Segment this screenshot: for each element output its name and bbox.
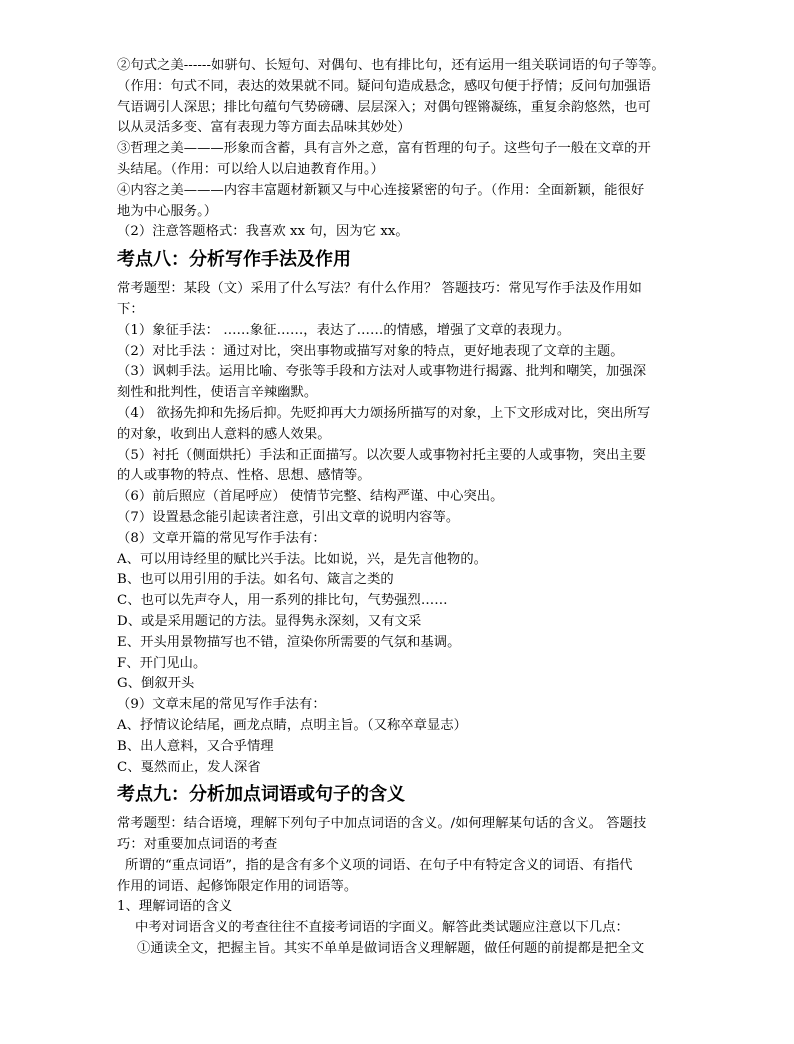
text-line: 气语调引人深思；排比句蕴句气势磅礴、层层深入；对偶句铿锵凝练，重复余韵悠然，也可 <box>117 99 651 115</box>
text-line: ②句式之美------如骈句、长短句、对偶句、也有排比句，还有运用一组关联词语的句子等等。 <box>117 58 665 73</box>
text-line: B、也可以用引用的手法。如名句、箴言之类的 <box>117 572 394 588</box>
text-line: C、也可以先声夺人，用一系列的排比句，气势强烈…… <box>117 593 448 609</box>
text-line: 头结尾。（作用：可以给人以启迪教育作用。） <box>117 161 384 177</box>
text-line: A、抒情议论结尾，画龙点睛，点明主旨。（又称卒章显志） <box>117 717 468 733</box>
document-page <box>117 56 687 960</box>
text-line: 常考题型：某段（文）采用了什么写法？有什么作用？ 答题技巧：常见写作手法及作用如 <box>117 281 642 297</box>
text-line: （2）注意答题格式：我喜欢 xx 句，因为它 xx。 <box>117 224 409 240</box>
text-line: 以从灵活多变、富有表现力等方面去品味其妙处） <box>117 120 411 136</box>
text-line: 地为中心服务。） <box>117 203 218 219</box>
heading-kaodian-9: 考点九：分析加点词语或句子的含义 <box>117 784 405 806</box>
text-line: 常考题型：结合语境，理解下列句子中加点词语的含义。/如何理解某句话的含义。 答题技 <box>117 816 647 832</box>
text-line: （4） 欲扬先抑和先扬后抑。先贬抑再大力颂扬所描写的对象，上下文形成对比，突出所写 <box>117 405 651 421</box>
text-line: （作用：句式不同，表达的效果就不同。疑问句造成悬念，感叹句便于抒情；反问句加强语 <box>117 78 651 94</box>
text-line: 巧：对重要加点词语的考查 <box>117 837 278 853</box>
text-line: E、开头用景物描写也不错，渲染你所需要的气氛和基调。 <box>117 634 461 650</box>
text-line: ④内容之美———内容丰富题材新颖又与中心连接紧密的句子。（作用：全面新颖，能很好 <box>117 182 645 198</box>
text-line: （5）衬托（侧面烘托）手法和正面描写。以次要人或事物衬托主要的人或事物，突出主要 <box>117 447 647 463</box>
text-line: （2）对比手法 ：通过对比，突出事物或描写对象的特点，更好地表现了文章的主题。 <box>117 343 624 359</box>
text-line: ③哲理之美———形象而含蓄，具有言外之意，富有哲理的句子。这些句子一般在文章的开 <box>117 141 651 157</box>
text-line: 刻性和批判性，使语言辛辣幽默。 <box>117 385 318 401</box>
section-sentence-beauty <box>117 56 687 243</box>
text-line: 1、理解词语的含义 <box>117 899 233 915</box>
text-line: 所谓的“重点词语”，指的是含有多个义项的词语、在句子中有特定含义的词语、有指代 <box>125 857 633 873</box>
text-line: F、开门见山。 <box>117 655 207 671</box>
text-line: 中考对词语含义的考查往往不直接考词语的字面义。解答此类试题应注意以下几点： <box>135 920 629 936</box>
section-writing-techniques <box>117 279 687 778</box>
text-line: 作用的词语、起修饰限定作用的词语等。 <box>117 878 358 894</box>
text-line: D、或是采用题记的方法。显得隽永深刻，又有文采 <box>117 613 422 629</box>
text-line: A、可以用诗经里的赋比兴手法。比如说，兴，是先言他物的。 <box>117 551 488 567</box>
text-line: C、戛然而止，发人深省 <box>117 759 261 775</box>
text-line: 的人或事物的特点、性格、思想、感情等。 <box>117 468 371 484</box>
text-line: 的对象，收到出人意料的感人效果。 <box>117 426 331 442</box>
heading-kaodian-8: 考点八：分析写作手法及作用 <box>117 249 351 271</box>
section-word-meaning <box>117 814 687 960</box>
text-line: （3）讽刺手法。运用比喻、夸张等手段和方法对人或事物进行揭露、批判和嘲笑，加强深 <box>117 364 647 380</box>
text-line: （9）文章末尾的常见写作手法有： <box>117 697 326 713</box>
text-line: （1）象征手法： ……象征……，表达了……的情感，增强了文章的表现力。 <box>117 322 571 338</box>
text-line: ①通读全文，把握主旨。其实不单单是做词语含义理解题，做任何题的前提都是把全文 <box>137 941 645 957</box>
text-line: （8）文章开篇的常见写作手法有： <box>117 530 326 546</box>
text-line: 下： <box>117 301 144 317</box>
text-line: （6）前后照应（首尾呼应） 使情节完整、结构严谨、中心突出。 <box>117 489 504 505</box>
text-line: （7）设置悬念能引起读者注意，引出文章的说明内容等。 <box>117 509 460 525</box>
text-line: G、倒叙开头 <box>117 676 195 692</box>
text-line: B、出人意料，又合乎情理 <box>117 738 274 754</box>
